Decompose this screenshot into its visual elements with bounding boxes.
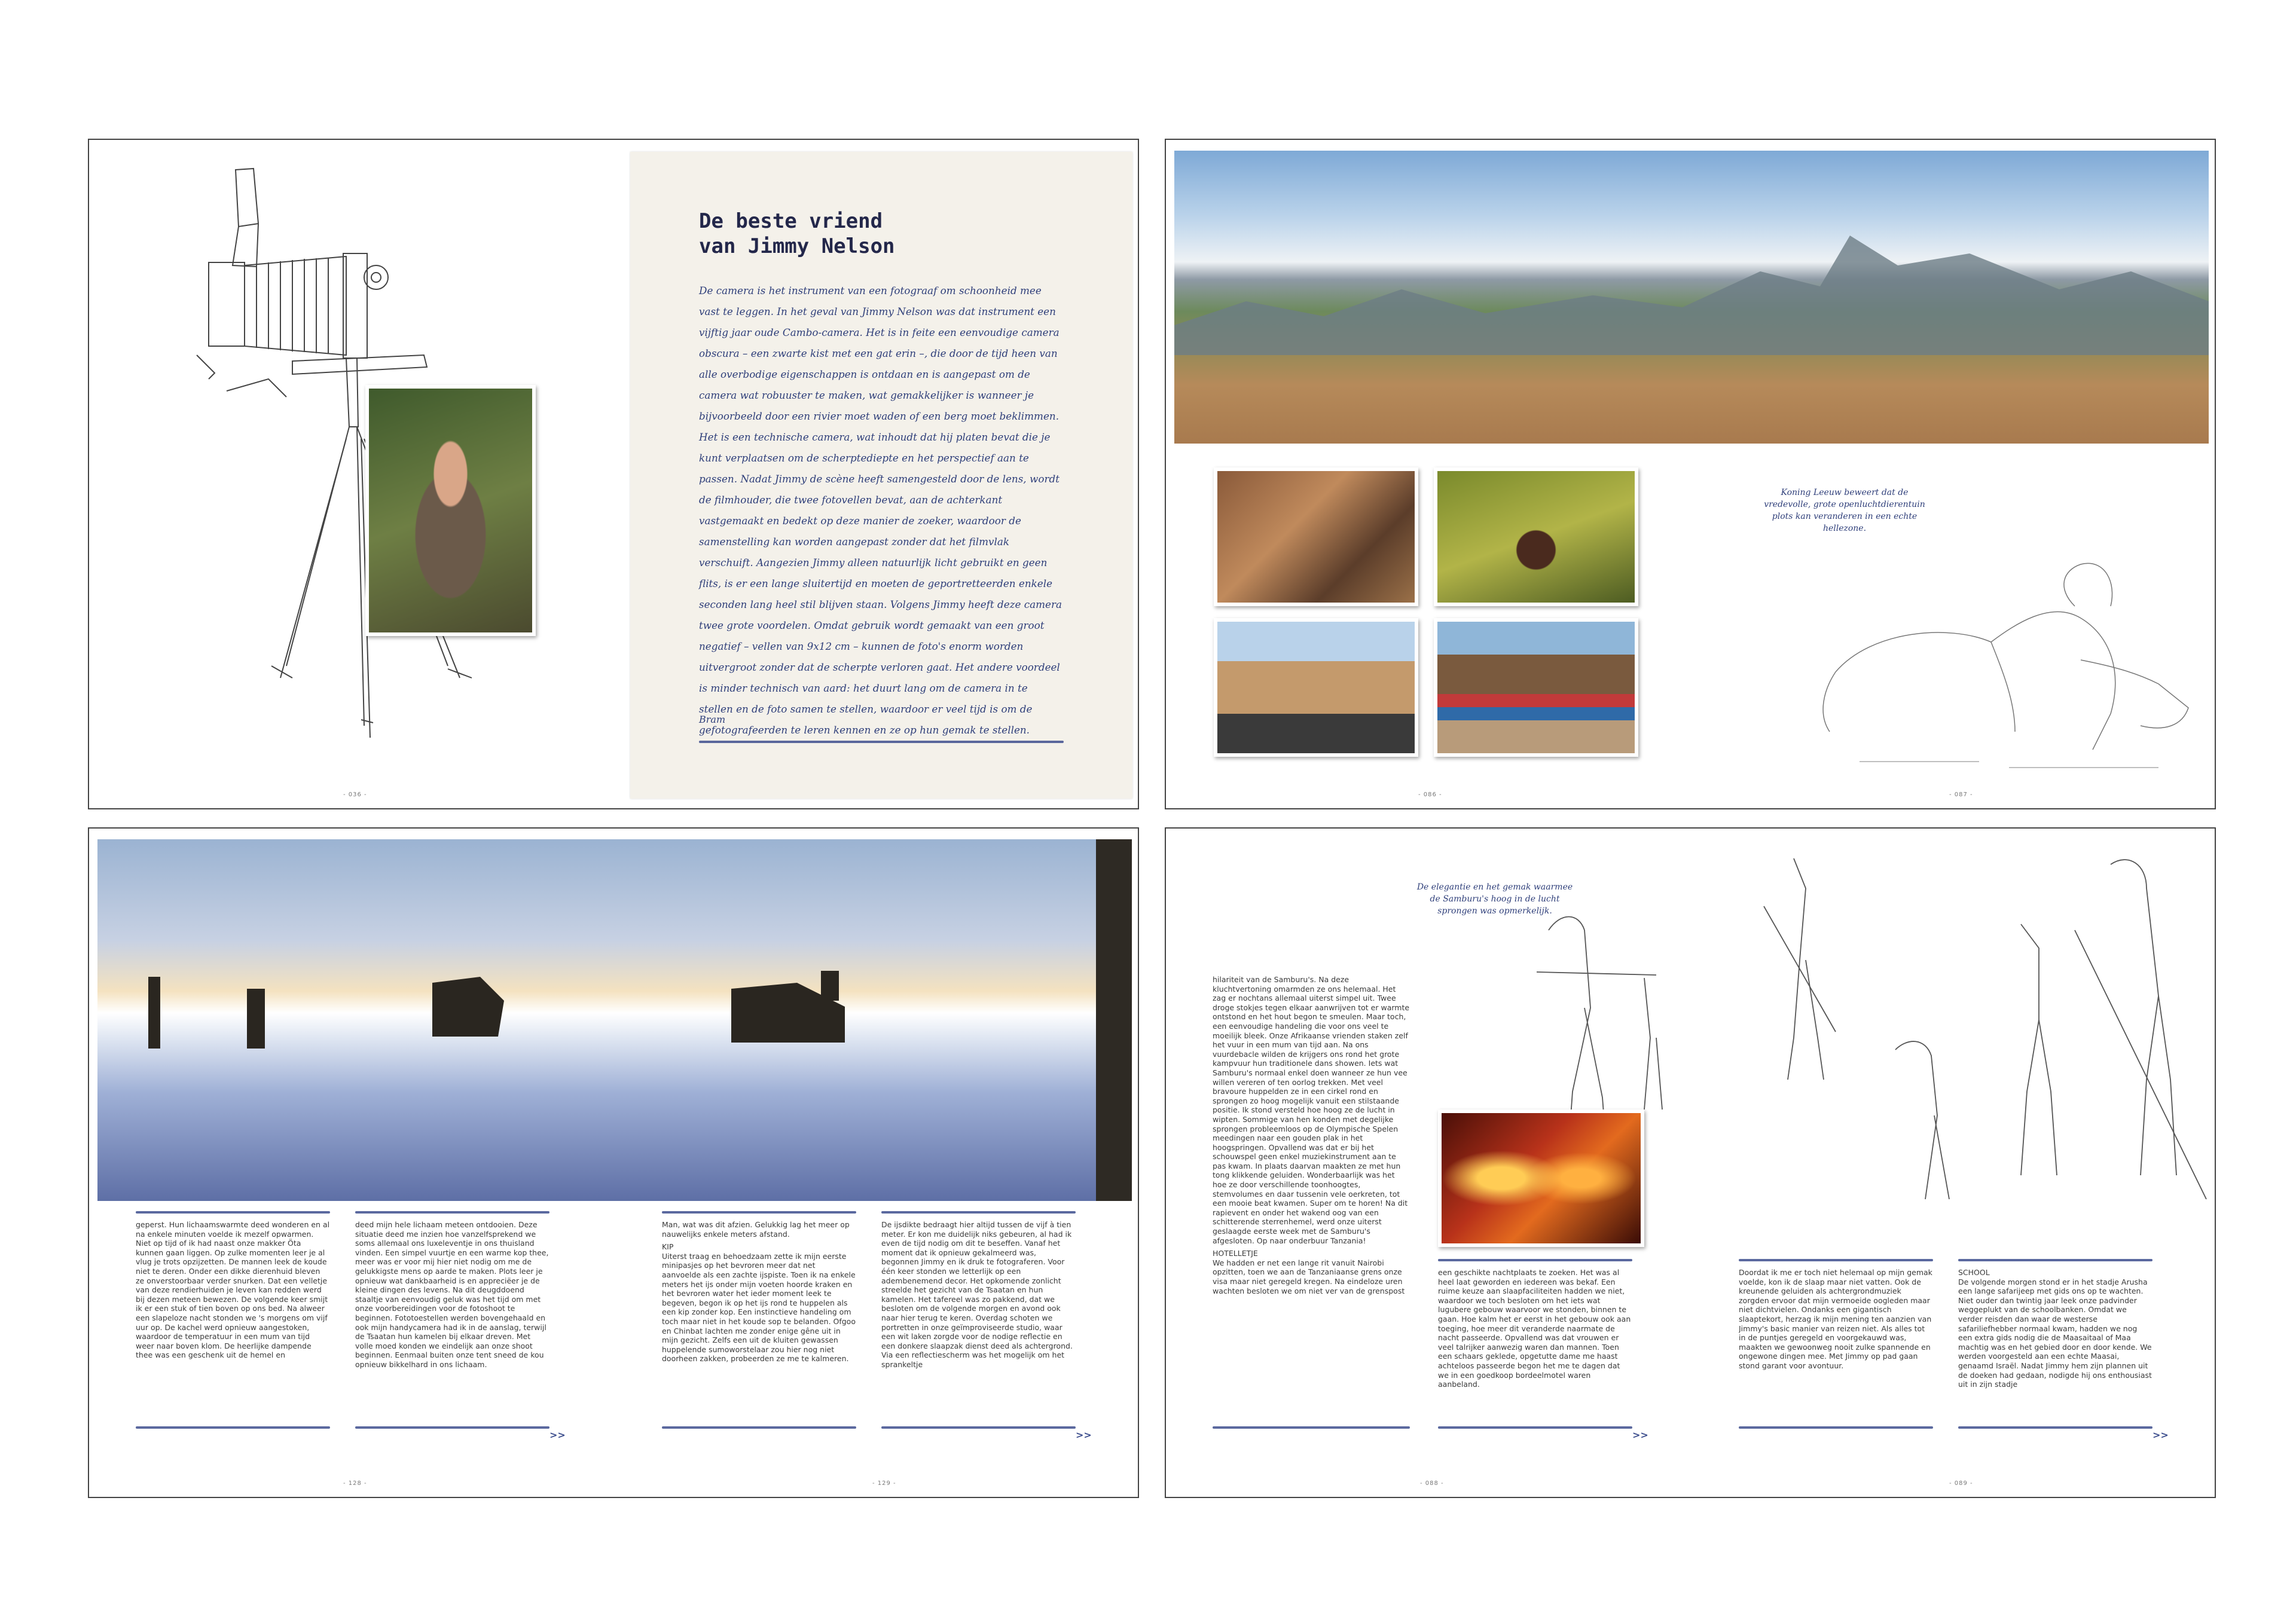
photo-tree [1434,467,1638,606]
section-head-hotelletje: HOTELLETJE [1213,1249,1258,1258]
photo-village [1434,618,1638,757]
continue-arrow-right: >> [1076,1429,1092,1441]
page-number-left: - 086 - [1418,791,1442,798]
column-4-text: De volgende morgen stond er in het stadje Arusha een lange safarijeep met gids ons op te wachten. Niet ouder dan twintig jaar leek onze padvinder weggeplukt van de schoolbanken. Omdat we verder reisden dan waar de westerse safariliefhebber normaal kwam, hadden we nog een extra gids nodig die de Maasaitaal of Maa machtig was en het gebied door en door kende. We werden voorgesteld aan een echte Maasai, genaamd Israël. Nadat Jimmy hem zijn plannen uit de doeken had gedaan, nodigde hij ons enthousiast uit in zijn stadje [1958,1277,2152,1389]
text-column-1 [136,1220,330,1423]
article-title [699,209,1058,259]
photo-fire-dance [1438,1109,1644,1247]
text-column-2 [1438,1268,1632,1423]
page-number-right: - 089 - [1949,1480,1973,1487]
page-number-right: - 129 - [872,1480,896,1487]
camera-tripod-sketch [89,140,615,809]
column-3-text: Doordat ik me er toch niet helemaal op mijn gemak voelde, kon ik de slaap maar niet vatten. Ook de kreunende geluiden als achtergrondmuziek zorgden ervoor dat mijn vermoeide oogleden maar niet dichtvielen. Ondanks een gigantisch slaaptekort, herzag ik mijn mening ten aanzien van Jimmy's basic manier van reizen niet. Als alles tot in de puntjes geregeld en voorgekauwd was, maakten we gewoonweg nooit zulke spannende en ongewone dingen mee. Met Jimmy op pad gaan stond garant voor avontuur. [1739,1268,1932,1370]
mountain-silhouette [1174,230,2209,355]
title-line-1: De beste vriend [699,209,883,233]
page-number-right: - 087 - [1949,791,1973,798]
column-2-text: deed mijn hele lichaam meteen ontdooien. Deze situatie deed me inzien hoe vanzelfsprekend we soms allemaal ons luxeleventje in ons thuisland vinden. Een simpel vuurtje en een warme kop thee, meer was er voor mij hier niet nodig om me de gelukkigste mens op aarde te maken. Plots leer je opnieuw wat dankbaarheid is en appreciëer je de kleine dingen des levens. Na dit deugddoend staaltje van eenvoudig geluk was het tijd om met onze voorbereidingen voor de fotoshoot te beginnen. Fototoestellen werden bovengehaald en ook mijn handycamera had ik in de aanslag, terwijl de Tsaatan hun kamelen bij elkaar dreven. Met volle moed konden we eindelijk aan onze shoot beginnen. Eenmaal buiten onze tent sneed de kou opnieuw bikkelhard in ons lichaam. [355,1220,549,1369]
column-3-text: Uiterst traag en behoedzaam zette ik mijn eerste minipasjes op het bevroren meer dat net aanvoelde als een zachte ijspiste. Toen ik na enkele meters het ijs onder mijn voeten hoorde kraken en het bevroren water het ieder moment leek te begeven, begon ik op het ijs rond te huppelen als een kip zonder kop. Een instinctieve handeling om toch maar niet in het koude sop te belanden. Ofgoo en Chinbat lachten me zonder enige gêne uit in mijn gezicht. Zelfs een uit de kluiten gewassen huppelende sumoworstelaar zou hier nog niet doorheen zakken, probeerden ze me te kalmeren. [662,1251,856,1364]
col3-bottom-rule [1739,1426,1933,1429]
dance-caption: De elegantie en het gemak waarmee de Samburu's hoog in de lucht sprongen was opmerkelijk. [1416,882,1573,916]
text-column-3 [1739,1268,1933,1423]
col4-top-rule [1958,1259,2152,1261]
continue-arrow-left: >> [549,1429,566,1441]
spread-landscape [1165,139,2216,809]
continue-arrow-right: >> [2152,1429,2169,1441]
column-4-text: De ijsdikte bedraagt hier altijd tussen de vijf à tien meter. Er kon me duidelijk niks gebeuren, al had ik even de tijd nodig om dit te beseffen. Vanaf het moment dat ik opnieuw gekalmeerd was, begonnen Jimmy en ik druk te fotograferen. Voor één keer stonden we letterlijk op een adembenemend decor. Het opkomende zonlicht streelde het gezicht van de Tsaatan en hun kamelen. Het tafereel was zo pakkend, dat we besloten om de volgende morgen en avond ook naar hier terug te keren. Overdag schoten we portretten in onze geïmproviseerde studio, waar een wit laken zorgde voor de nodige reflectie en een donkere slaapzak dienst deed als achtergrond. Via een reflectiescherm was het mogelijk om het sprankeltje [881,1220,1073,1369]
photo-jimmy-nelson [365,385,536,636]
column-1-text-b: We hadden er net een lange rit vanuit Nairobi opzitten, toen we aan de Tanzaniaanse grens onze visa maar niet geregeld kregen. Na eindeloze uren wachten besloten we om niet ver van de grenspost [1213,1258,1405,1295]
page-number-left: - 036 - [343,791,367,798]
text-column-1 [1213,975,1410,1423]
col4-bottom-rule [1958,1426,2152,1429]
spread-frozen-lake [88,827,1139,1498]
text-column-3 [662,1220,856,1423]
letter-body: De camera is het instrument van een fotograaf om schoonheid mee vast te leggen. In het geval van Jimmy Nelson was dat instrument een vijftig jaar oude Cambo-camera. Het is in feite een eenvoudige camera obscura – een zwarte kist met een gat erin –, die door de tijd heen van alle overbodige eigenschappen is ontdaan en is aangepast om de camera wat robuuster te maken, wat gemakkelijker is wanneer je bijvoorbeeld door een rivier moet waden of een berg moet beklimmen. Het is een technische camera, wat inhoudt dat hij platen bevat die je kunt verplaatsen om de scherptediepte en het perspectief aan te passen. Nadat Jimmy de scène heeft samengesteld door de lens, wordt de filmhouder, die twee fotovellen bevat, aan de achterkant vastgemaakt en bedekt op deze manier de zoeker, waardoor de samenstelling kan worden aangepast zonder dat het filmvlak verschuift. Aangezien Jimmy alleen natuurlijk licht gebruikt en geen flits, is er een lange sluitertijd en moeten de geportretteerden enkele seconden lang heel stil blijven staan. Volgens Jimmy heeft deze camera twee grote voordelen. Omdat gebruik wordt gemaakt van een groot negatief – vellen van 9x12 cm – kunnen de foto's enorm worden uitvergroot zonder dat de scherpte verloren gaat. Het andere voordeel is minder technisch van aard: het duurt lang om de camera in te stellen en de foto samen te stellen, waardoor er veel tijd is om de gefotografeerden te leren kennen en ze op hun gemak te stellen. [699,285,1062,736]
section-head-kip: KIP [662,1242,674,1252]
column-3-intro: Man, wat was dit afzien. Gelukkig lag het meer op nauwelijks enkele meters afstand. [662,1220,850,1239]
continue-arrow-left: >> [1632,1429,1648,1441]
col2-bottom-rule [1438,1426,1632,1429]
col3-top-rule [1739,1259,1933,1261]
photo-camel-people [1214,618,1418,757]
column-2-text: een geschikte nachtplaats te zoeken. Het was al heel laat geworden en iedereen was bekaf. Een ruime keuze aan slaapfaciliteiten hadden we niet, waardoor we toch besloten om het iets wat lugubere gebouw waarvoor we stonden, binnen te gaan. Hoe kalm het er eerst in het gebouw ook aan toeging, hoe meer dit veranderde naarmate de nacht passeerde. Opvallend was dat vrouwen er veel talrijker aanwezig waren dan mannen. Toen een schaars geklede, opgetutte dame me haast achteloos passeerde begon het me te dagen dat we in een goedkoop bordeelmotel waren aanbeland. [1438,1268,1631,1389]
spread-samburu-dance [1165,827,2216,1498]
text-column-4 [881,1220,1076,1423]
col2-top-rule [1438,1259,1632,1261]
text-column-2 [355,1220,549,1423]
camels-silhouettes [97,839,1132,1201]
title-line-2: van Jimmy Nelson [699,234,895,258]
section-head-school: SCHOOL [1958,1268,1990,1277]
col3-top-rule [662,1211,856,1214]
col2-bottom-rule [355,1426,549,1429]
text-column-4 [1958,1268,2152,1423]
page-number-left: - 088 - [1420,1480,1444,1487]
lion-sketch [1800,534,2206,774]
spread-camera-article [88,139,1139,809]
col1-bottom-rule [136,1426,330,1429]
col2-top-rule [355,1211,549,1214]
col1-bottom-rule [1213,1426,1410,1429]
col3-bottom-rule [662,1426,856,1429]
col1-top-rule [136,1211,330,1214]
column-1-text: hilariteit van de Samburu's. Na deze kluchtvertoning omarmden ze ons helemaal. Het zag er nochtans allemaal uiterst simpel uit. Twee droge stokjes tegen elkaar aanwrijven tot er warmte ontstond en het hout begon te smeulen. Maar toch, een eenvoudige handeling die voor ons veel te moeilijk bleek. Onze Afrikaanse vrienden staken zelf het vuur in een mum van tijd aan. Na ons vuurdebacle wilden de krijgers ons rond het grote kampvuur hun traditionele dans showen. Iets wat Samburu's normaal enkel doen wanneer ze hun vee willen vereren of ten oorlog trekken. Met veel bravoure huppelden ze in een cirkel rond en sprongen zo hoog mogelijk vanuit een stilstaande positie. Ik stond versteld hoe hoog ze de lucht in wipten. Sommige van hen konden met degelijke sprongen probleemloos op de Olympische Spelen meedingen naar een gouden plak in het hoogspringen. Opvallend was dat er bij het schouwspel geen enkel muziekinstrument aan te pas kwam. In plaats daarvan maakten ze met hun tong klikkende geluiden. Wonderbaarlijk was het hoe ze door verschillende toonhoogtes, stemvolumes en daar tussenin vele oerkreten, tot een mooie beat kwamen. Super om te horen! Na dit rapievent en onder het wakend oog van een schitterende sterrenhemel, werd onze uiterst geslaagde eerste week met de Samburu's afgesloten. Op naar onderbuur Tanzania! [1213,975,1410,1245]
letter-bottom-rule [699,741,1064,743]
col4-top-rule [881,1211,1076,1214]
col4-bottom-rule [881,1426,1076,1429]
column-1-text: geperst. Hun lichaamswarmte deed wonderen en al na enkele minuten voelde ik mezelf opwarmen. Niet op tijd of ik had naast onze makker Öta kunnen gaan liggen. Op zulke momenten leer je al vlug je trots opzijzetten. De mannen leek de koude niet te deren. Onder een dikke dierenhuid bleven ze onverstoorbaar verder snurken. Dat een velletje van deze rendierhuiden je leven kan redden werd bij dezen meteen bewezen. De volgende keer smijt ik er een stuk of tien boven op ons bed. Na alweer een slapeloze nacht stonden we 's morgens om vijf uur op. De kachel werd opnieuw aangestoken, waardoor de temperatuur in een mum van tijd weer naar boven klom. De heerlijke dampende thee was een geschenk uit de hemel en [136,1220,330,1360]
lion-caption: Koning Leeuw beweert dat de vredevolle, grote openluchtdierentuin plots kan veranderen in een echte hellezone. [1764,488,1925,533]
page-number-left: - 128 - [343,1480,367,1487]
photo-market-1 [1214,467,1418,606]
letter-signature: Bram [699,714,726,725]
